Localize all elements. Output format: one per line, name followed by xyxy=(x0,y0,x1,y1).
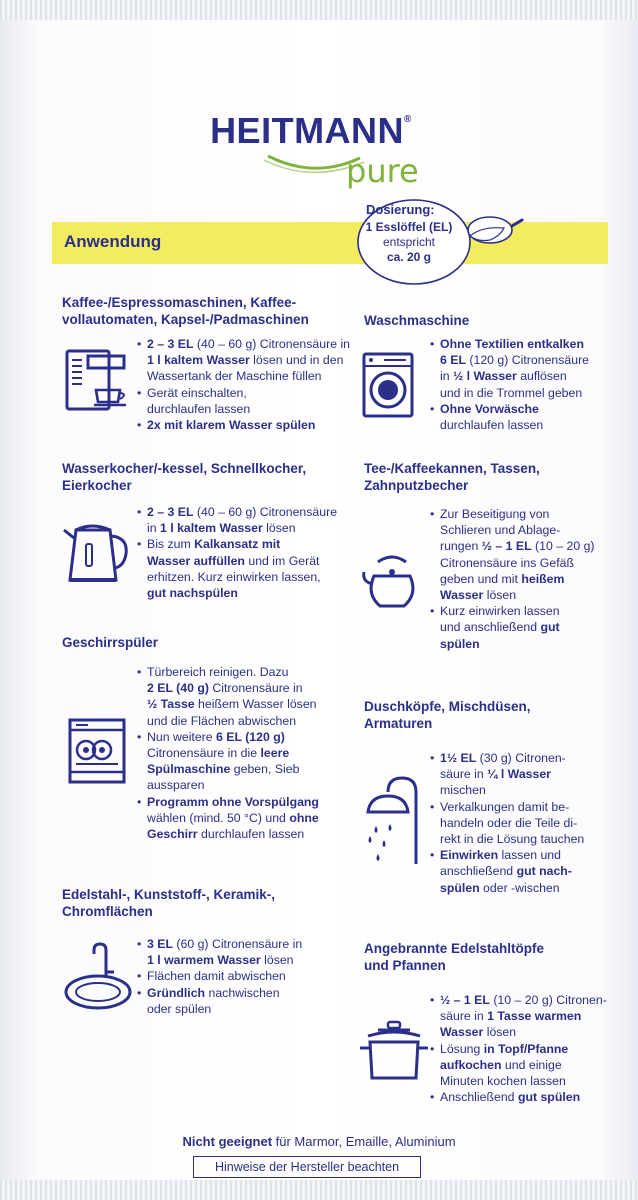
steel-title-1: Edelstahl-, Kunststoff-, Keramik-, xyxy=(62,887,276,902)
pots-title-1: Angebrannte Edelstahltöpfe xyxy=(364,941,545,956)
section-dishwasher xyxy=(62,634,158,651)
section-steel xyxy=(62,886,275,920)
teapot-steps xyxy=(430,506,610,652)
pots-title-2: und Pfannen xyxy=(364,958,446,973)
section-teapot xyxy=(364,460,540,494)
dosage-title: Dosierung: xyxy=(366,202,435,217)
kettle-title-1: Wasserkocher/-kessel, Schnellkocher, xyxy=(62,461,307,476)
coffee-step-2: • Gerät einschalten, durchlaufen lassen xyxy=(137,385,355,417)
coffee-step-1: • 2 – 3 EL (40 – 60 g) Citronensäure in 1 l kaltem Wasser lösen und in den Wassertank der Maschine füllen xyxy=(137,336,355,385)
kettle-icon xyxy=(62,520,132,586)
section-washer xyxy=(364,312,469,329)
steel-title-2: Chromflächen xyxy=(62,904,153,919)
section-pots xyxy=(364,940,544,974)
dosage-line-2: entspricht xyxy=(382,235,436,249)
shower-step-2: • Verkalkungen damit be- handeln oder die Teile di- rekt in die Lösung tauchen xyxy=(430,799,610,848)
shower-steps xyxy=(430,750,610,896)
spoon-icon xyxy=(468,217,522,243)
steel-steps xyxy=(137,936,357,1017)
washer-steps xyxy=(430,336,608,433)
dishwasher-step-3: • Programm ohne Vorspülgang wählen (mind. 50 °C) und ohne Geschirr durchlaufen lassen xyxy=(137,794,357,843)
sink-icon xyxy=(62,940,134,1012)
dosage-badge xyxy=(352,196,524,288)
pots-step-1: • ½ – 1 EL (10 – 20 g) Citronen- säure in 1 Tasse warmen Wasser lösen xyxy=(430,992,610,1041)
kettle-step-1: • 2 – 3 EL (40 – 60 g) Citronensäure in 1 l kaltem Wasser lösen xyxy=(137,504,355,536)
shower-title-1: Duschköpfe, Mischdüsen, xyxy=(364,699,531,714)
steel-step-2: • Flächen damit abwischen xyxy=(137,968,357,984)
dosage-line-3: ca. 20 g xyxy=(386,250,432,264)
washing-machine-icon xyxy=(362,352,414,418)
teapot-title-1: Tee-/Kaffeekannen, Tassen, xyxy=(364,461,540,476)
washer-step-2: • Ohne Vorwäsche durchlaufen lassen xyxy=(430,401,608,433)
section-shower xyxy=(364,698,531,732)
teapot-step-1: • Zur Beseitigung von Schlieren und Ablage- rungen ½ – 1 EL (10 – 20 g) Citronensäure ins Gefäß geben und mit heißem Wasser lösen xyxy=(430,506,610,603)
dishwasher-steps xyxy=(137,664,357,842)
usage-heading: Anwendung xyxy=(64,232,162,251)
bottom-seal xyxy=(0,1180,638,1200)
brand-name: HEITMANN® xyxy=(210,110,412,151)
coffee-machine-icon xyxy=(64,348,132,414)
section-coffee xyxy=(62,294,309,328)
pots-steps xyxy=(430,992,610,1105)
coffee-steps xyxy=(137,336,355,433)
dishwasher-title: Geschirrspüler xyxy=(62,635,159,650)
teapot-icon xyxy=(360,550,424,612)
kettle-step-2: • Bis zum Kalkansatz mit Wasser auffüllen und im Gerät erhitzen. Kurz einwirken lassen, gut nachspülen xyxy=(137,536,355,601)
top-seal xyxy=(0,0,638,20)
brand-logo xyxy=(0,110,638,190)
washer-title: Waschmaschine xyxy=(364,313,470,328)
pot-icon xyxy=(358,1020,430,1082)
coffee-step-3: • 2x mit klarem Wasser spülen xyxy=(137,417,355,433)
teapot-title-2: Zahnputzbecher xyxy=(364,478,469,493)
coffee-title-2: vollautomaten, Kapsel-/Padmaschinen xyxy=(62,312,309,327)
shower-step-3: • Einwirken lassen und anschließend gut nach- spülen oder -wischen xyxy=(430,847,610,896)
shower-icon xyxy=(358,774,428,866)
dosage-line-1: 1 Esslöffel (EL) xyxy=(365,220,453,234)
brand-line: pure xyxy=(346,152,419,190)
steel-step-1: • 3 EL (60 g) Citronensäure in 1 l warmem Wasser lösen xyxy=(137,936,357,968)
pots-step-2: • Lösung in Topf/Pfanne aufkochen und einige Minuten kochen lassen xyxy=(430,1041,610,1090)
steel-step-3: • Gründlich nachwischen oder spülen xyxy=(137,985,357,1017)
coffee-title-1: Kaffee-/Espressomaschinen, Kaffee- xyxy=(62,295,297,310)
pots-step-3: • Anschließend gut spülen xyxy=(430,1089,610,1105)
dishwasher-step-1: • Türbereich reinigen. Dazu 2 EL (40 g) Citronensäure in ½ Tasse heißem Wasser lösen und die Flächen abwischen xyxy=(137,664,357,729)
kettle-steps xyxy=(137,504,355,601)
dishwasher-icon xyxy=(68,718,126,784)
usage-band xyxy=(52,222,608,264)
shower-step-1: • 1½ EL (30 g) Citronen- säure in ¼ l Wasser mischen xyxy=(430,750,610,799)
kettle-title-2: Eierkocher xyxy=(62,478,132,493)
teapot-step-2: • Kurz einwirken lassen und anschließend gut spülen xyxy=(430,603,610,652)
unsuitable-note: Nicht geeignet für Marmor, Emaille, Aluminium xyxy=(182,1134,456,1149)
washer-step-1: • Ohne Textilien entkalken 6 EL (120 g) Citronensäure in ½ l Wasser auflösen und in die Trommel geben xyxy=(430,336,608,401)
manufacturer-note: Hinweise der Hersteller beachten xyxy=(193,1156,421,1178)
dishwasher-step-2: • Nun weitere 6 EL (120 g) Citronensäure in die leere Spülmaschine geben, Sieb aussparen xyxy=(137,729,357,794)
dosage-text xyxy=(358,220,460,265)
shower-title-2: Armaturen xyxy=(364,716,433,731)
section-kettle xyxy=(62,460,306,494)
